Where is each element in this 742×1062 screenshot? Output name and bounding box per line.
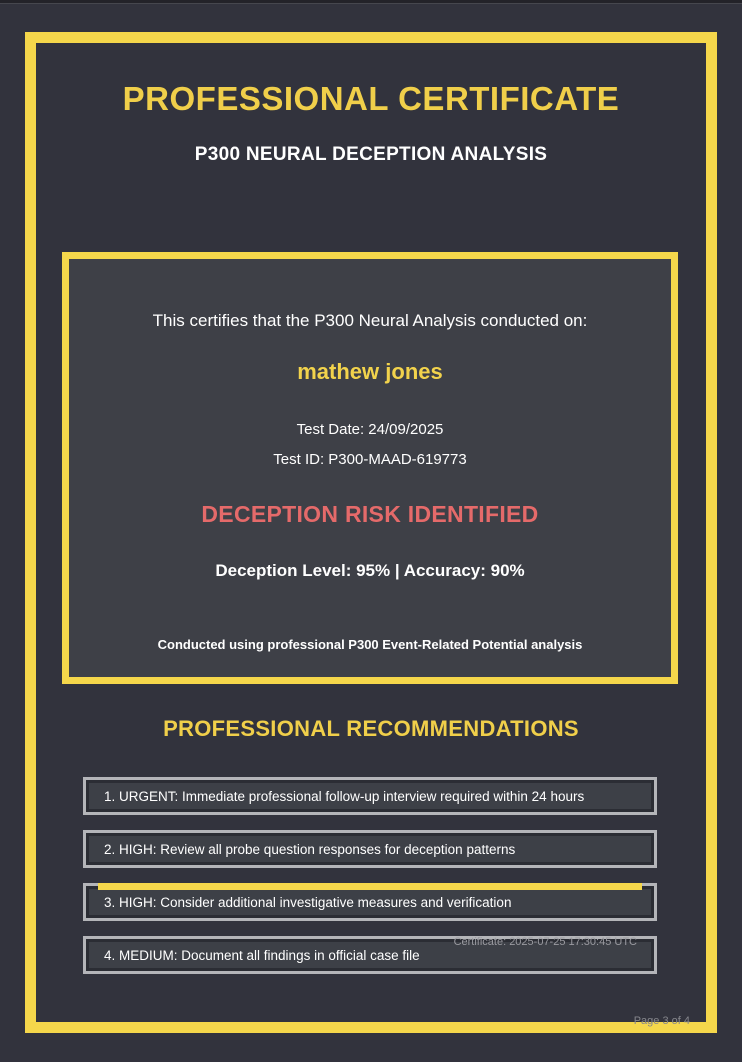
window-top-edge <box>0 0 742 4</box>
recommendation-label: 2. HIGH: Review all probe question responses for deception patterns <box>104 841 516 857</box>
test-id: Test ID: P300-MAAD-619773 <box>273 451 467 468</box>
test-date: Test Date: 24/09/2025 <box>296 421 444 438</box>
page-indicator: Page 3 of 4 <box>633 1015 690 1027</box>
recommendation-label: 3. HIGH: Consider additional investigative measures and verification <box>104 894 512 910</box>
recommendation-label: 1. URGENT: Immediate professional follow-up interview required within 24 hours <box>104 788 585 804</box>
method-note: Conducted using professional P300 Event-Related Potential analysis <box>157 637 583 652</box>
certificate-timestamp: Certificate: 2025-07-25 17:30:45 UTC <box>453 936 637 948</box>
page-subtitle: P300 NEURAL DECEPTION ANALYSIS <box>194 144 548 165</box>
recommendation-item <box>83 883 657 921</box>
page-break-yellow-strip <box>98 883 642 890</box>
certificate-inner-box <box>62 252 678 684</box>
recommendation-label: 4. MEDIUM: Document all findings in official case file <box>104 947 420 963</box>
subject-name: mathew jones <box>297 359 443 384</box>
result-heading: DECEPTION RISK IDENTIFIED <box>201 501 539 527</box>
recommendations-title: PROFESSIONAL RECOMMENDATIONS <box>163 716 579 741</box>
recommendation-item <box>83 830 657 868</box>
certificate-intro-text: This certifies that the P300 Neural Analysis conducted on: <box>152 311 588 330</box>
recommendation-item <box>83 777 657 815</box>
page-title: PROFESSIONAL CERTIFICATE <box>122 80 620 117</box>
result-metrics: Deception Level: 95% | Accuracy: 90% <box>215 561 525 580</box>
